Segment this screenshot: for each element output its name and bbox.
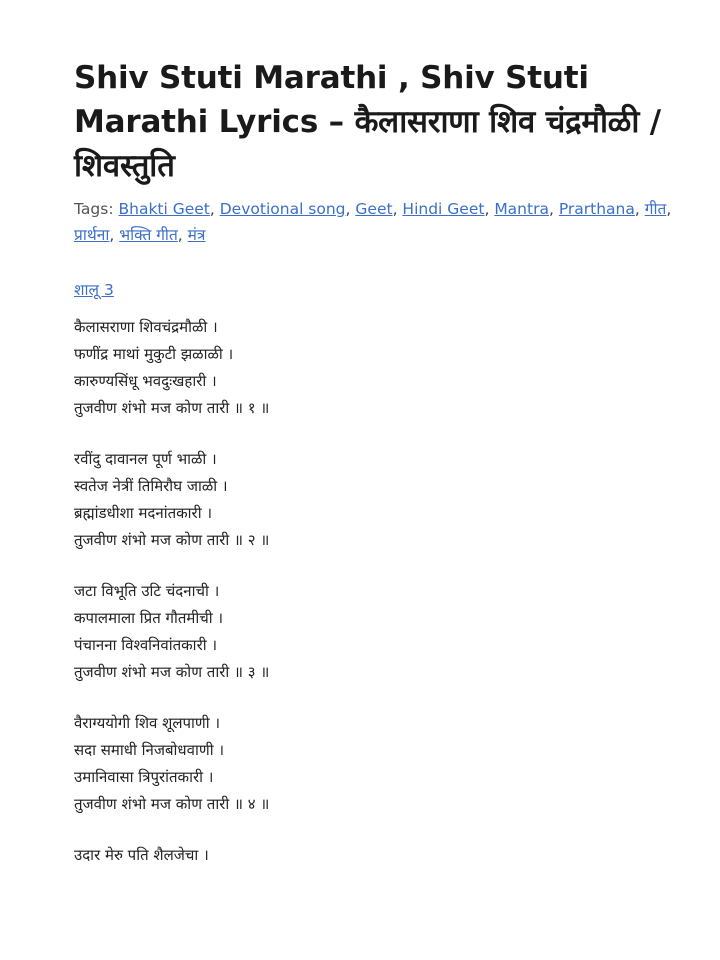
stanza (74, 446, 674, 554)
verse-line: तुजवीण शंभो मज कोण तारी ॥ ३ ॥ (74, 663, 270, 681)
article-title: Shiv Stuti Marathi , Shiv Stuti Marathi Lyrics – कैलासराणा शिव चंद्रमौळी / शिवस्तुति (74, 60, 661, 184)
tags-list (74, 200, 671, 244)
verses-section (74, 314, 674, 869)
tags-row (74, 196, 674, 248)
tag-separator: , (177, 226, 188, 244)
stanza (74, 710, 674, 818)
tag-link[interactable]: भक्ति गीत (119, 226, 178, 244)
tag-link[interactable]: मंत्र (187, 226, 206, 244)
tag-separator: , (345, 200, 356, 218)
verse-line: वैराग्ययोगी शिव शूलपाणी । (74, 714, 221, 732)
tag-separator: , (484, 200, 495, 218)
verse-line: उदार मेरु पति शैलजेचा । (74, 846, 209, 864)
tag-link[interactable]: Devotional song (219, 200, 346, 218)
tag-link[interactable]: Mantra (494, 200, 549, 218)
tags-label: Tags: (74, 200, 114, 218)
verse-line: कपालमाला प्रित गौतमीची । (74, 609, 224, 627)
tag-separator: , (209, 200, 220, 218)
verse-line: स्वतेज नेत्रीं तिमिरौघ जाळी । (74, 477, 228, 495)
verse-line: फणींद्र माथां मुकुटी झळाळी । (74, 345, 234, 363)
tag-link[interactable]: प्रार्थना (74, 226, 110, 244)
shlok-category-link[interactable]: शालू 3 (74, 281, 114, 299)
verse-line: कारुण्यसिंधू भवदुःखहारी । (74, 372, 217, 390)
stanza (74, 314, 674, 422)
tag-separator: , (634, 200, 645, 218)
verse-line: सदा समाधी निजबोधवाणी । (74, 741, 225, 759)
tag-link[interactable]: Bhakti Geet (118, 200, 210, 218)
stanza (74, 578, 674, 686)
stanza (74, 842, 674, 869)
tag-link[interactable]: Prarthana (558, 200, 635, 218)
verse-line: कैलासराणा शिवचंद्रमौळी । (74, 318, 218, 336)
tag-link[interactable]: Hindi Geet (402, 200, 485, 218)
verse-line: जटा विभूति उटि चंदनाची । (74, 582, 220, 600)
verse-line: पंचानना विश्वनिवांतकारी । (74, 636, 218, 654)
tag-link[interactable]: गीत (644, 200, 667, 218)
verse-line: तुजवीण शंभो मज कोण तारी ॥ १ ॥ (74, 399, 270, 417)
tag-separator: , (666, 200, 672, 218)
verse-line: उमानिवासा त्रिपुरांतकारी । (74, 768, 214, 786)
article-container (74, 56, 674, 893)
tag-link[interactable]: Geet (355, 200, 393, 218)
verse-line: ब्रह्मांडधीशा मदनांतकारी । (74, 504, 213, 522)
tag-separator: , (109, 226, 120, 244)
verse-line: तुजवीण शंभो मज कोण तारी ॥ ४ ॥ (74, 795, 270, 813)
tag-separator: , (392, 200, 403, 218)
tag-separator: , (548, 200, 559, 218)
verse-line: रवींदु दावानल पूर्ण भाळी । (74, 450, 217, 468)
verse-line: तुजवीण शंभो मज कोण तारी ॥ २ ॥ (74, 531, 270, 549)
